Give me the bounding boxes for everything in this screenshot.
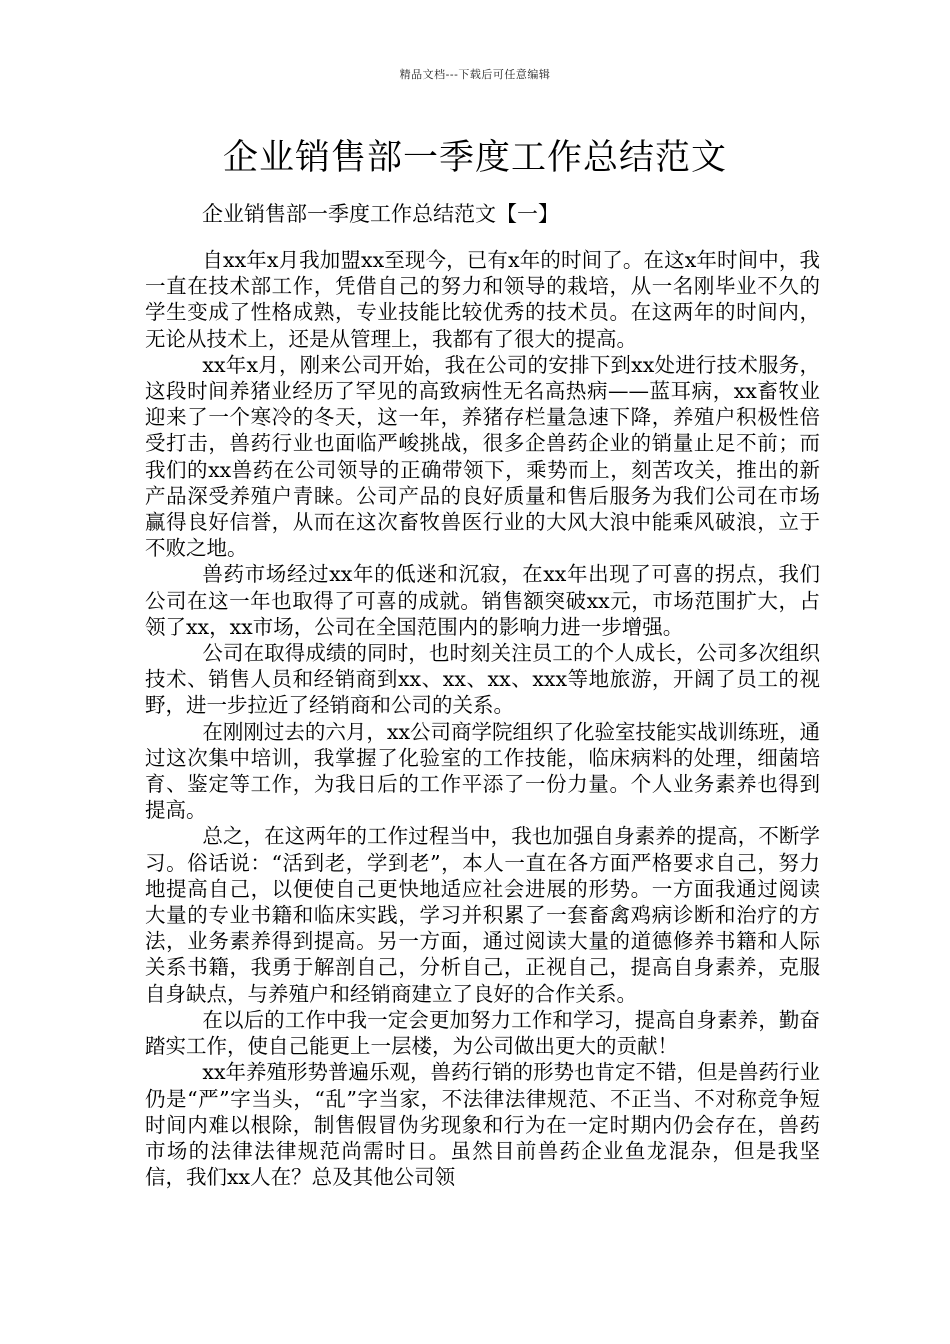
paragraph-4: 公司在取得成绩的同时，也时刻关注员工的个人成长，公司多次组织技术、销售人员和经销商到xx、xx、xx、xxx等地旅游，开阔了员工的视野，进一步拉近了经销商和公司的关系。: [145, 641, 820, 718]
paragraph-6: 总之，在这两年的工作过程当中，我也加强自身素养的提高，不断学习。俗话说：“活到老，学到老”，本人一直在各方面严格要求自己，努力地提高自己，以便使自己更快地适应社会进展的形势。一方面我通过阅读大量的专业书籍和临床实践，学习并积累了一套畜禽鸡病诊断和治疗的方法，业务素养得到提高。另一方面，通过阅读大量的道德修养书籍和人际关系书籍，我勇于解剖自己，分析自己，正视自己，提高自身素养，克服自身缺点，与养殖户和经销商建立了良好的合作关系。: [145, 824, 820, 1006]
paragraph-3: 兽药市场经过xx年的低迷和沉寂，在xx年出现了可喜的拐点，我们公司在这一年也取得了可喜的成就。销售额突破xx元，市场范围扩大，占领了xx，xx市场，公司在全国范围内的影响力进一步增强。: [145, 562, 820, 639]
paragraph-1: 自xx年x月我加盟xx至现今，已有x年的时间了。在这x年时间中，我一直在技术部工作，凭借自己的努力和领导的栽培，从一名刚毕业不久的学生变成了性格成熟，专业技能比较优秀的技术员。在这两年的时间内，无论从技术上，还是从管理上，我都有了很大的提高。: [145, 248, 820, 351]
header-note: 精品文档---下载后可任意编辑: [399, 68, 551, 81]
paragraph-2: xx年x月，刚来公司开始，我在公司的安排下到xx处进行技术服务，这段时间养猪业经历了罕见的高致病性无名高热病——蓝耳病，xx畜牧业迎来了一个寒冷的冬天，这一年，养猪存栏量急速下降，养殖户积极性倍受打击，兽药行业也面临严峻挑战，很多企兽药企业的销量止足不前；而我们的xx兽药在公司领导的正确带领下，乘势而上，刻苦攻关，推出的新产品深受养殖户青睐。公司产品的良好质量和售后服务为我们公司在市场赢得良好信誉，从而在这次畜牧兽医行业的大风大浪中能乘风破浪，立于不败之地。: [145, 352, 820, 561]
paragraph-7: 在以后的工作中我一定会更加努力工作和学习，提高自身素养，勤奋踏实工作，使自己能更上一层楼，为公司做出更大的贡献！: [145, 1007, 820, 1059]
paragraph-8: xx年养殖形势普遍乐观，兽药行销的形势也肯定不错，但是兽药行业仍是“严”字当头，“乱”字当家，不法律法律规范、不正当、不对称竞争短时间内难以根除，制售假冒伪劣现象和行为在一定时期内仍会存在，兽药市场的法律法律规范尚需时日。虽然目前兽药企业鱼龙混杂，但是我坚信，我们xx人在？总及其他公司领: [145, 1060, 821, 1190]
document-subtitle: 企业销售部一季度工作总结范文【一】: [202, 202, 559, 226]
paragraph-5: 在刚刚过去的六月，xx公司商学院组织了化验室技能实战训练班，通过这次集中培训，我掌握了化验室的工作技能，临床病料的处理，细菌培育、鉴定等工作，为我日后的工作平添了一份力量。个人业务素养也得到提高。: [145, 719, 821, 823]
document-body: [145, 247, 820, 1190]
document-title: 企业销售部一季度工作总结范文: [222, 138, 727, 178]
